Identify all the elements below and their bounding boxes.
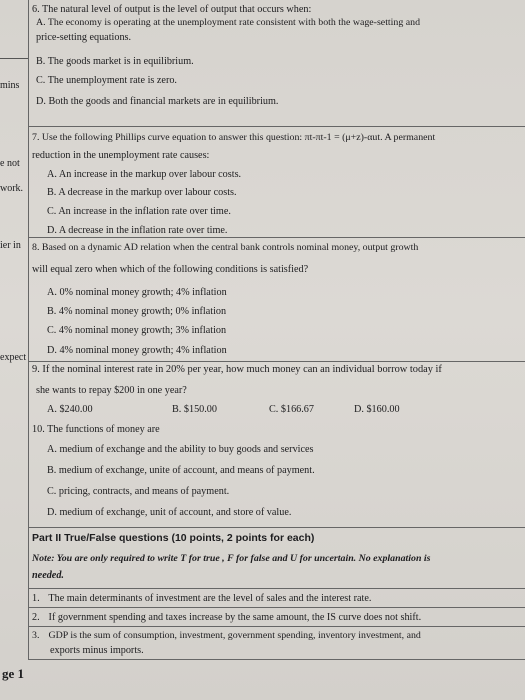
fragment-text: mins bbox=[0, 80, 20, 91]
q10-option-c: C. pricing, contracts, and means of payment. bbox=[47, 486, 230, 497]
tf-item-text: GDP is the sum of consumption, investment, government spending, inventory investment, and bbox=[48, 630, 421, 641]
question-6: 6. The natural level of output is the level of output that occurs when: bbox=[32, 4, 312, 15]
question-7: 7. Use the following Phillips curve equation to answer this question: πt-πt-1 = (μ+z)-αut. A permanent bbox=[32, 132, 436, 143]
q8-option-b: B. 4% nominal money growth; 0% inflation bbox=[47, 306, 227, 317]
q7-option-a: A. An increase in the markup over labour costs. bbox=[47, 169, 242, 180]
question-7-cont: reduction in the unemployment rate causes: bbox=[32, 150, 210, 161]
q7-option-c: C. An increase in the inflation rate over time. bbox=[47, 206, 231, 217]
tf-item-number: 3. bbox=[32, 630, 40, 641]
tf-item-number: 2. bbox=[32, 612, 40, 623]
tf-item-3 bbox=[32, 630, 421, 642]
q9-option-d: D. $160.00 bbox=[354, 404, 400, 415]
question-10: 10. The functions of money are bbox=[32, 424, 160, 435]
fragment-text: work. bbox=[0, 183, 24, 194]
divider bbox=[0, 58, 28, 59]
part-2-note-cont: needed. bbox=[32, 570, 64, 581]
q7-option-b: B. A decrease in the markup over labour costs. bbox=[47, 187, 237, 198]
q6-option-a: A. The economy is operating at the unemployment rate consistent with both the wage-setting and bbox=[36, 17, 421, 28]
q6-option-a-cont: price-setting equations. bbox=[36, 32, 132, 43]
question-9: 9. If the nominal interest rate in 20% per year, how much money can an individual borrow today if bbox=[32, 364, 442, 375]
q8-option-d: D. 4% nominal money growth; 4% inflation bbox=[47, 345, 227, 356]
previous-page-edge bbox=[0, 0, 28, 700]
tf-item-text: If government spending and taxes increase by the same amount, the IS curve does not shift. bbox=[48, 612, 422, 623]
q10-option-d: D. medium of exchange, unit of account, and store of value. bbox=[47, 507, 292, 518]
q10-option-b: B. medium of exchange, unite of account, and means of payment. bbox=[47, 465, 315, 476]
fragment-text: expect bbox=[0, 352, 27, 363]
q7-option-d: D. A decrease in the inflation rate over time. bbox=[47, 225, 228, 236]
page-number: ge 1 bbox=[2, 666, 25, 681]
q9-option-b: B. $150.00 bbox=[172, 404, 217, 415]
exam-content bbox=[32, 0, 522, 700]
question-8: 8. Based on a dynamic AD relation when the central bank controls nominal money, output growth bbox=[32, 242, 419, 253]
tf-item-1 bbox=[32, 593, 371, 605]
question-8-cont: will equal zero when which of the following conditions is satisfied? bbox=[32, 264, 309, 275]
part-2-title: Part II True/False questions (10 points, 2 points for each) bbox=[32, 532, 315, 544]
q6-option-c: C. The unemployment rate is zero. bbox=[36, 75, 177, 86]
q10-option-a: A. medium of exchange and the ability to buy goods and services bbox=[47, 444, 314, 455]
tf-item-text: The main determinants of investment are the level of sales and the interest rate. bbox=[48, 593, 372, 604]
tf-item-number: 1. bbox=[32, 593, 40, 604]
q8-option-a: A. 0% nominal money growth; 4% inflation bbox=[47, 287, 227, 298]
fragment-text: ier in bbox=[0, 240, 21, 251]
q9-option-a: A. $240.00 bbox=[47, 404, 93, 415]
q6-option-b: B. The goods market is in equilibrium. bbox=[36, 56, 194, 67]
tf-item-2 bbox=[32, 612, 421, 624]
q8-option-c: C. 4% nominal money growth; 3% inflation bbox=[47, 325, 227, 336]
table-border bbox=[28, 0, 29, 660]
q6-option-d: D. Both the goods and financial markets are in equilibrium. bbox=[36, 96, 279, 107]
q9-option-c: C. $166.67 bbox=[269, 404, 314, 415]
fragment-text: e not bbox=[0, 158, 20, 169]
question-9-cont: she wants to repay $200 in one year? bbox=[36, 385, 187, 396]
part-2-note: Note: You are only required to write T for true , F for false and U for uncertain. No explanation is bbox=[32, 553, 431, 564]
tf-item-3-cont: exports minus imports. bbox=[50, 645, 144, 656]
